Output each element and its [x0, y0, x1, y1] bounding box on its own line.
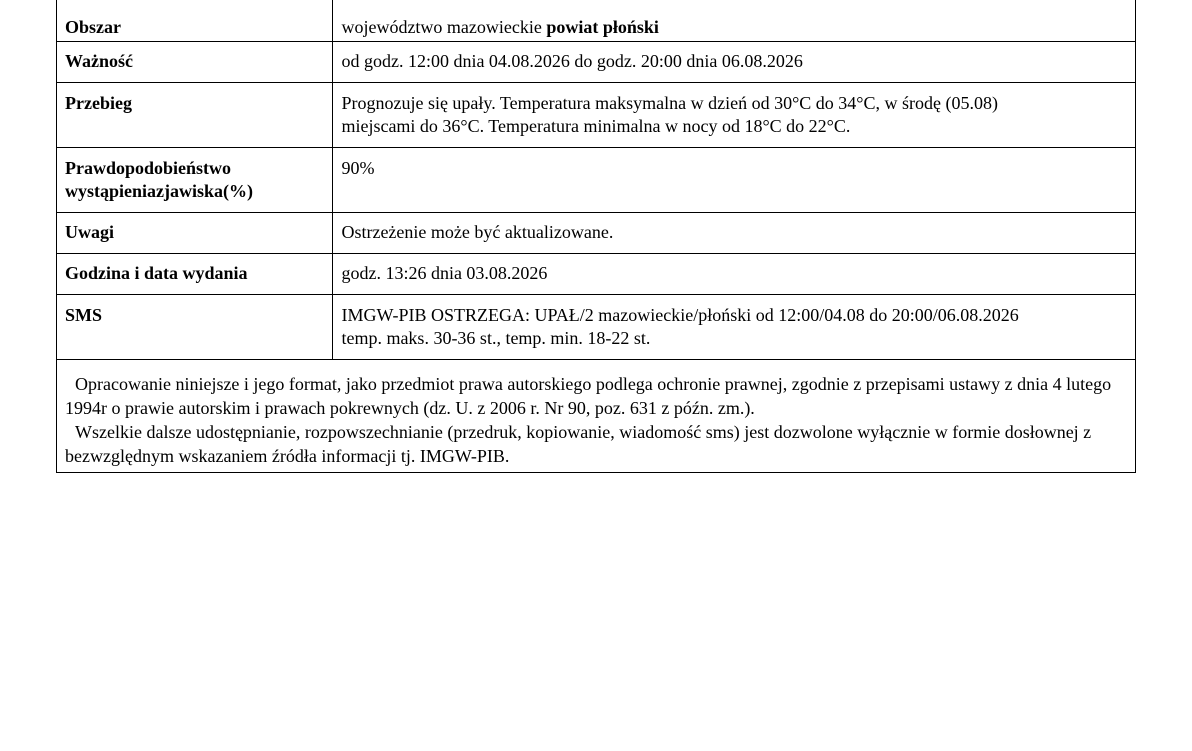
row-sms: [57, 295, 1136, 360]
course-line-1: Prognozuje się upały. Temperatura maksymalna w dzień od 30°C do 34°C, w środę (05.08): [341, 93, 998, 113]
area-voivodeship: województwo mazowieckie: [341, 17, 547, 37]
probability-label-line-1: Prawdopodobieństwo: [65, 158, 232, 178]
probability-label: [57, 148, 333, 213]
course-label: Przebieg: [57, 83, 333, 148]
sms-line-1: IMGW-PIB OSTRZEGA: UPAŁ/2 mazowieckie/płoński od 12:00/04.08 do 20:00/06.08.2026: [341, 305, 1019, 325]
row-remarks: [57, 213, 1136, 254]
sms-value: [333, 295, 1136, 360]
course-line-2: miejscami do 36°C. Temperatura minimalna w nocy od 18°C do 22°C.: [341, 116, 851, 136]
probability-label-line-2: wystąpieniazjawiska(%): [65, 181, 253, 201]
copyright-notice: [57, 360, 1136, 473]
row-course: [57, 83, 1136, 148]
remarks-value: Ostrzeżenie może być aktualizowane.: [333, 213, 1136, 254]
probability-value: 90%: [333, 148, 1136, 213]
issued-value: godz. 13:26 dnia 03.08.2026: [333, 254, 1136, 295]
remarks-label: Uwagi: [57, 213, 333, 254]
area-value: [333, 0, 1136, 42]
row-issued: [57, 254, 1136, 295]
sms-line-2: temp. maks. 30-36 st., temp. min. 18-22 st.: [341, 328, 651, 348]
sms-label: SMS: [57, 295, 333, 360]
row-area: [57, 0, 1136, 42]
area-label: Obszar: [57, 0, 333, 42]
row-validity: [57, 42, 1136, 83]
copyright-paragraph: Opracowanie niniejsze i jego format, jako przedmiot prawa autorskiego podlega ochronie prawnej, zgodnie z przepisami ustawy z dnia 4 lutego 1994r o prawie autorskim i prawach pokrewnych (dz. U. z 2006 r. Nr 90, poz. 631 z późn. zm.).: [65, 374, 1112, 418]
validity-label: Ważność: [57, 42, 333, 83]
issued-label: Godzina i data wydania: [57, 254, 333, 295]
row-footer: [57, 360, 1136, 473]
course-value: [333, 83, 1136, 148]
distribution-paragraph: Wszelkie dalsze udostępnianie, rozpowszechnianie (przedruk, kopiowanie, wiadomość sms) jest dozwolone wyłącznie w formie dosłownej z bezwzględnym wskazaniem źródła informacji tj. IMGW-PIB.: [65, 422, 1092, 466]
area-county: powiat płoński: [546, 17, 659, 37]
validity-value: od godz. 12:00 dnia 04.08.2026 do godz. 20:00 dnia 06.08.2026: [333, 42, 1136, 83]
warning-table: [56, 0, 1136, 473]
row-probability: [57, 148, 1136, 213]
